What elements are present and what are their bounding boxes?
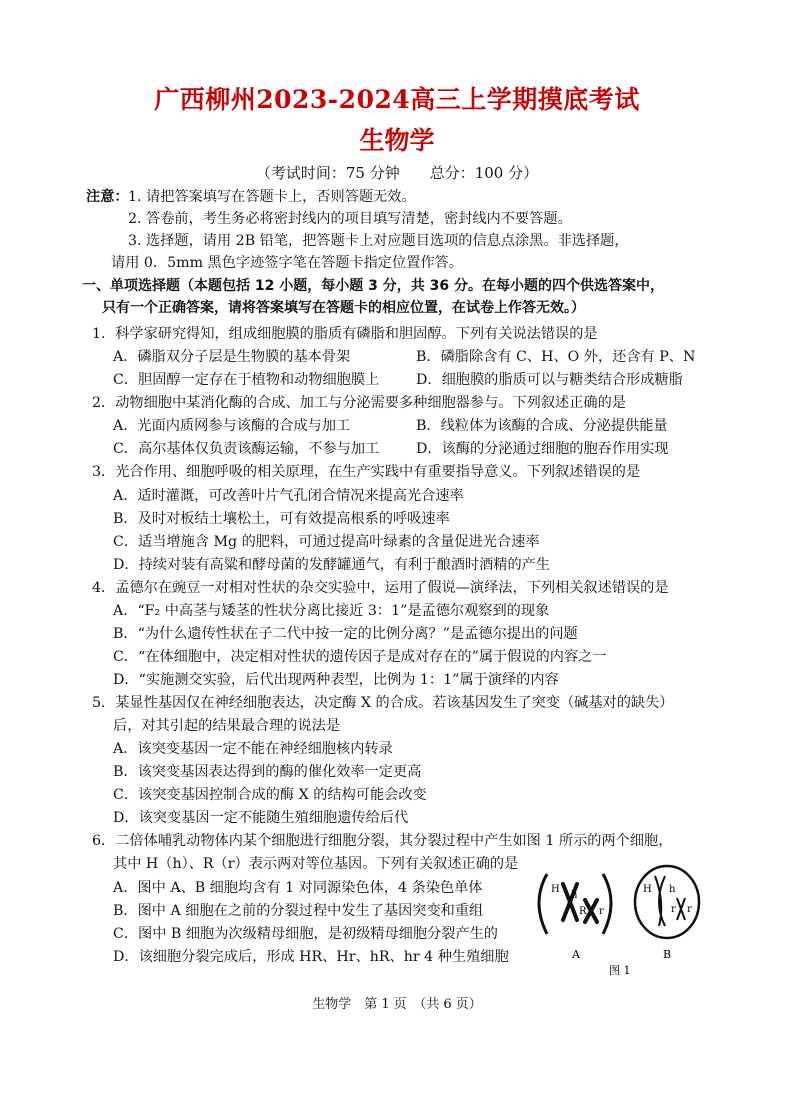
gene-label: H <box>643 884 652 895</box>
cell-b <box>635 866 699 938</box>
note-item: 请用 0．5mm 黑色字迹签字笔在答题卡指定位置作答。 <box>111 255 463 271</box>
q6-option-a: A．图中 A、B 细胞均含有 1 对同源染色体，4 条染色单体 <box>113 880 483 896</box>
note-item: 3. 选择题，请用 2B 铅笔，把答题卡上对应题目选项的信息点涂黑。非选择题， <box>128 233 629 249</box>
q1-option-b: B．磷脂除含有 C、H、O 外，还含有 P、N <box>416 349 696 365</box>
q4-option-d: D．“实施测交实验，后代出现两种表型，比例为 1：1”属于演绎的内容 <box>113 672 559 688</box>
question-4-stem: 4．孟德尔在豌豆一对相对性状的杂交实验中，运用了假说—演绎法，下列相关叙述错误的是 <box>92 580 669 596</box>
q4-option-b: B．“为什么遗传性状在子二代中按一定的比例分离？”是孟德尔提出的问题 <box>113 626 578 642</box>
question-2-stem: 2．动物细胞中某消化酶的合成、加工与分泌需要多种细胞器参与。下列叙述正确的是 <box>92 395 626 411</box>
figure-label-b: B <box>663 948 672 961</box>
subject-title: 生物学 <box>359 126 435 155</box>
q4-option-c: C．“在体细胞中，决定相对性状的遗传因子是成对存在的”属于假说的内容之一 <box>113 649 607 665</box>
q4-option-a: A．“F₂ 中高茎与矮茎的性状分离比接近 3：1”是孟德尔观察到的现象 <box>113 603 550 619</box>
question-6-stem: 6．二倍体哺乳动物体内某个细胞进行细胞分裂，其分裂过程中产生如图 1 所示的两个细胞， <box>92 833 673 849</box>
section-heading: 一、单项选择题（本题包括 12 小题，每小题 3 分，共 36 分。在每小题的四个供选答案中， <box>82 278 664 294</box>
question-6-stem-cont: 其中 H（h）、R（r）表示两对等位基因。下列有关叙述正确的是 <box>113 856 519 872</box>
gene-label: H <box>551 884 560 895</box>
q5-option-c: C．该突变基因控制合成的酶 X 的结构可能会改变 <box>113 787 427 803</box>
figure-label-a: A <box>572 948 580 961</box>
figure-caption: 图 1 <box>609 964 631 977</box>
q1-option-c: C．胆固醇一定存在于植物和动物细胞膜上 <box>113 372 380 388</box>
q1-option-a: A．磷脂双分子层是生物膜的基本骨架 <box>113 349 351 365</box>
q6-option-b: B．图中 A 细胞在之前的分裂过程中发生了基因突变和重组 <box>113 903 484 919</box>
q3-option-b: B．及时对板结土壤松土，可有效提高根系的呼吸速率 <box>113 511 450 527</box>
notes-label: 注意： <box>86 189 129 205</box>
figure-1-cells <box>525 862 715 982</box>
question-5-stem-cont: 后，对其引起的结果最合理的说法是 <box>113 718 341 734</box>
gene-label: h <box>571 890 578 901</box>
q6-option-d: D．该细胞分裂完成后，形成 HR、Hr、hR、hr 4 种生殖细胞 <box>113 949 509 965</box>
q5-option-b: B．该突变基因表达得到的酶的催化效率一定更高 <box>113 764 422 780</box>
q1-option-d: D．细胞膜的脂质可以与糖类结合形成糖脂 <box>416 372 683 388</box>
gene-label: r <box>599 906 604 917</box>
note-item: 1. 请把答案填写在答题卡上，否则答题无效。 <box>128 189 416 205</box>
gene-label: h <box>669 884 676 895</box>
q3-option-d: D．持续对装有高粱和酵母菌的发酵罐通气，有利于酿酒时酒精的产生 <box>113 557 551 573</box>
exam-meta: （考试时间：75 分钟 总分：100 分） <box>255 164 539 182</box>
question-5-stem: 5．某显性基因仅在神经细胞表达，决定酶 X 的合成。若该基因发生了突变（碱基对的缺失） <box>92 695 674 711</box>
q2-option-b: B．线粒体为该酶的合成、分泌提供能量 <box>416 418 668 434</box>
q3-option-a: A．适时灌溉，可改善叶片气孔闭合情况来提高光合速率 <box>113 488 464 504</box>
note-item: 2. 答卷前，考生务必将密封线内的项目填写清楚，密封线内不要答题。 <box>128 211 572 227</box>
cell-a <box>539 874 611 934</box>
page-footer: 生物学 第 1 页 （共 6 页） <box>312 997 482 1012</box>
question-1-stem: 1．科学家研究得知，组成细胞膜的脂质有磷脂和胆固醇。下列有关说法错误的是 <box>92 326 598 342</box>
q2-option-d: D．该酶的分泌通过细胞的胞吞作用实现 <box>416 441 669 457</box>
gene-label: r <box>687 904 692 915</box>
question-3-stem: 3．光合作用、细胞呼吸的相关原理，在生产实践中有重要指导意义。下列叙述错误的是 <box>92 464 641 480</box>
section-heading-cont: 只有一个正确答案，请将答案填写在答题卡的相应位置，在试卷上作答无效。） <box>102 300 585 316</box>
q6-option-c: C．图中 B 细胞为次级精母细胞，是初级精母细胞分裂产生的 <box>113 926 498 942</box>
q5-option-d: D．该突变基因一定不能随生殖细胞遗传给后代 <box>113 810 409 826</box>
q2-option-a: A．光面内质网参与该酶的合成与加工 <box>113 418 351 434</box>
gene-label: r <box>671 904 676 915</box>
q2-option-c: C．高尔基体仅负责该酶运输，不参与加工 <box>113 441 380 457</box>
q3-option-c: C．适当增施含 Mg 的肥料，可通过提高叶绿素的含量促进光合速率 <box>113 534 540 550</box>
exam-title: 广西柳州2023-2024高三上学期摸底考试 <box>154 85 640 114</box>
q5-option-a: A．该突变基因一定不能在神经细胞核内转录 <box>113 741 393 757</box>
gene-label: R <box>579 906 587 917</box>
